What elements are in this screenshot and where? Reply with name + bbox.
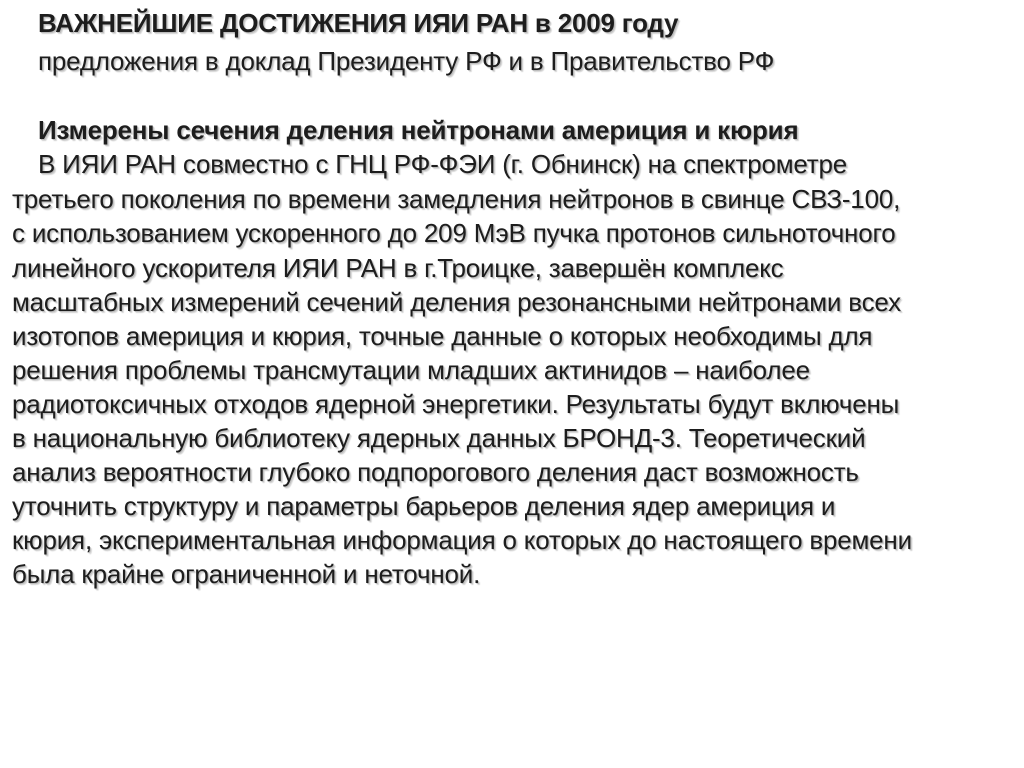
slide-subtitle: предложения в доклад Президенту РФ и в Правительство РФ [38, 46, 775, 76]
body-line: масштабных измерений сечений деления резонансными нейтронами всех [12, 287, 901, 317]
body-line: была крайне ограниченной и неточной. [12, 559, 481, 589]
body-line: радиотоксичных отходов ядерной энергетики. Результаты будут включены [12, 389, 900, 419]
body-line: изотопов америция и кюрия, точные данные о которых необходимы для [12, 321, 873, 351]
body-line: кюрия, экспериментальная информация о которых до настоящего времени [12, 525, 912, 555]
body-line: В ИЯИ РАН совместно с ГНЦ РФ-ФЭИ (г. Обнинск) на спектрометре [38, 149, 848, 179]
body-line: третьего поколения по времени замедления нейтронов в свинце СВЗ-100, [12, 184, 901, 214]
body-line: с использованием ускоренного до 209 МэВ пучка протонов сильноточного [12, 218, 896, 248]
body-line: в национальную библиотеку ядерных данных БРОНД-3. Теоретический [12, 423, 866, 453]
body-line: анализ вероятности глубоко подпорогового деления даст возможность [12, 457, 859, 487]
section-heading: Измерены сечения деления нейтронами америция и кюрия [38, 115, 799, 145]
body-line: уточнить структуру и параметры барьеров деления ядер америция и [12, 491, 836, 521]
body-line: линейного ускорителя ИЯИ РАН в г.Троицке, завершён комплекс [12, 253, 784, 283]
slide-title: ВАЖНЕЙШИЕ ДОСТИЖЕНИЯ ИЯИ РАН в 2009 году [38, 8, 679, 38]
body-line: решения проблемы трансмутации младших актинидов – наиболее [12, 355, 810, 385]
